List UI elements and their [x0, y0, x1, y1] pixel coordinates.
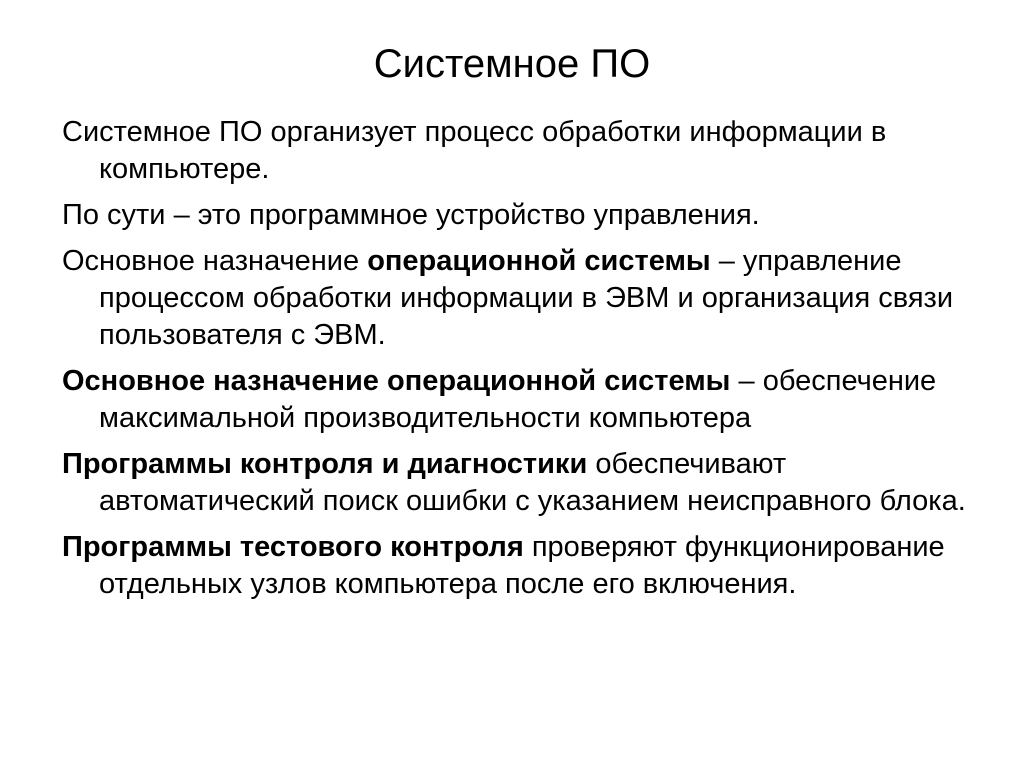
- paragraph-bold-term: операционной системы: [367, 245, 711, 277]
- paragraph-test-control: [62, 529, 982, 603]
- paragraph-system-software: [62, 114, 982, 188]
- paragraph-text: Системное ПО организует процесс обработки информации в компьютере.: [62, 116, 887, 185]
- paragraph-text: – управление процессом обработки информации в ЭВМ и организация связи пользователя с ЭВМ.: [99, 245, 954, 351]
- paragraph-bold-term: Программы тестового контроля: [62, 531, 524, 563]
- paragraph-os-purpose-control: [62, 243, 982, 354]
- paragraph-text: обеспечивают автоматический поиск ошибки с указанием неисправного блока.: [99, 448, 966, 517]
- paragraph-text: По сути – это программное устройство управления.: [62, 199, 760, 231]
- paragraph-os-purpose-performance: [62, 363, 982, 437]
- paragraph-lead: Основное назначение: [62, 245, 368, 277]
- paragraph-text: – обеспечение максимальной производительности компьютера: [99, 365, 937, 434]
- slide-title: Системное ПО: [373, 42, 651, 86]
- paragraph-bold-term: Основное назначение операционной системы: [62, 365, 731, 397]
- paragraph-diagnostics: [62, 446, 982, 520]
- paragraph-essence: [62, 197, 982, 234]
- paragraph-text: проверяют функционирование отдельных узлов компьютера после его включения.: [99, 531, 945, 600]
- paragraph-bold-term: Программы контроля и диагностики: [62, 448, 588, 480]
- slide-body: [62, 114, 982, 612]
